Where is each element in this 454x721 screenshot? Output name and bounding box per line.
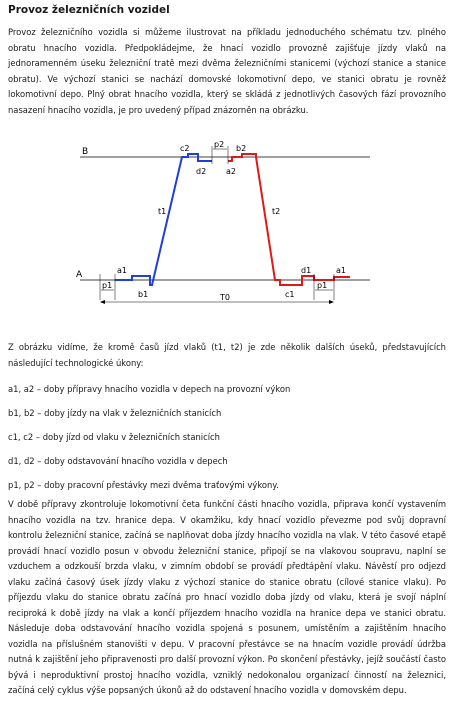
label-t0: T0	[220, 293, 230, 302]
intro-paragraph: Provoz železničního vozidla si můžeme ilustrovat na příkladu jednoduchého schématu tzv. plného obratu hnacího vozidla. Předpokládejme, že hnací vozidlo provozně zajišťuje jízdy vlaků na jednoramenném úseku železniční tratě mezi dvěma železničními stanicemi (výchozí stanice a stanice obratu). Ve výchozí stanici se nachází domovské lokomotivní depo, ve stanici obratu je rovněž lokomotivní depo. Plný obrat hnacího vozidla, který se skládá z jednotlivých časových fází provozního nasazení hnacího vozidla, je pro uvedený případ znázorněn na obrázku.	[8, 27, 446, 115]
definition-symbol: c1, c2	[8, 432, 34, 442]
label-d1: d1	[301, 266, 312, 275]
definition-p	[8, 479, 279, 491]
label-b1: b1	[138, 290, 149, 299]
label-c1: c1	[285, 290, 295, 299]
label-a1: a1	[117, 266, 127, 275]
label-a1-end: a1	[336, 266, 346, 275]
definition-b	[8, 407, 221, 419]
t0-arrow-left-head	[100, 300, 105, 304]
definition-c	[8, 431, 220, 443]
after-diagram-paragraph: Z obrázku vidíme, že kromě časů jízd vlaků (t1, t2) je zde několik dalších úseků, představujících následující technologické úkony:	[8, 342, 446, 368]
definition-symbol: p1, p2	[8, 480, 35, 490]
definition-text: – doby pracovní přestávky mezi dvěma traťovými výkony.	[34, 480, 279, 490]
definition-symbol: d1, d2	[8, 456, 35, 466]
label-c2: c2	[180, 144, 190, 153]
station-a-label: A	[76, 270, 83, 280]
label-t2: t2	[272, 207, 281, 216]
definition-symbol: a1, a2	[8, 384, 35, 394]
label-p1-end: p1	[317, 281, 328, 290]
turnaround-diagram	[70, 140, 380, 310]
station-b-label: B	[82, 147, 89, 157]
definition-text: – doby přípravy hnacího vozidla v depech na provozní výkon	[34, 384, 291, 394]
label-b2: b2	[236, 144, 247, 153]
definition-text: – doby odstavování hnacího vozidla v depech	[34, 456, 228, 466]
definition-a	[8, 383, 290, 395]
return-path	[228, 154, 350, 285]
t0-arrow-right-head	[329, 300, 334, 304]
label-d2: d2	[196, 167, 207, 176]
label-a2: a2	[226, 167, 236, 176]
closing-paragraph: V době přípravy zkontroluje lokomotivní četa funkční části hnacího vozidla, připrava končí vystavením hnacího vozidla na tzv. hranice depa. V okamžiku, kdy hnací vozidlo převezme pod svůj dopravní kontrolu železniční stanice, začíná se naplňovat doba jízdy hnacího vozidla na vlak. V této časové etapě provádí hnací vozidlo posun v obvodu železniční stanice, připojí se na vlakovou soupravu, naplní se vzduchem a odzkouší brzda vlaku, v zimním období se provádí předtápění vlaku. Návěstí pro odjezd vlaku začíná časový úsek jízdy vlaku z výchozí stanice do stanice obratu (cílové stanice vlaku). Po příjezdu vlaku do stanice obratu začíná pro hnací vozidlo doba jízdy od vlaku, která je svojí náplní reciproká k době jízdy na vlak a končí příjezdem hnacího vozidla na hranice depa ve stanici obratu. Následuje doba odstavování hnacího vozidla spojená s posunem, umístěním a zajištěním hnacího vozidla na příslušném stanovišti v depu. V pracovní přestávce se na hnacím vozidle provádí údržba nutná k zajištění jeho připravenosti pro další provozní výkon. Po skončení přestávky, jejíž součástí často bývá i neproduktivní prostoj hnacího vozidla, vzniklý nedokonalou organizací činností na železnici, začíná celý cyklus výše popsaných úkonů až do odstavení hnacího vozidla v domovském depu.	[8, 499, 446, 695]
page-title: Provoz železničních vozidel	[8, 4, 170, 16]
definition-text: – doby jízd od vlaku v železničních stanicích	[33, 432, 220, 442]
label-t1: t1	[158, 207, 167, 216]
definition-d	[8, 455, 228, 467]
definition-text: – doby jízdy na vlak v železničních stanicích	[34, 408, 222, 418]
label-p2: p2	[214, 140, 225, 149]
label-p1: p1	[102, 281, 113, 290]
definition-symbol: b1, b2	[8, 408, 35, 418]
